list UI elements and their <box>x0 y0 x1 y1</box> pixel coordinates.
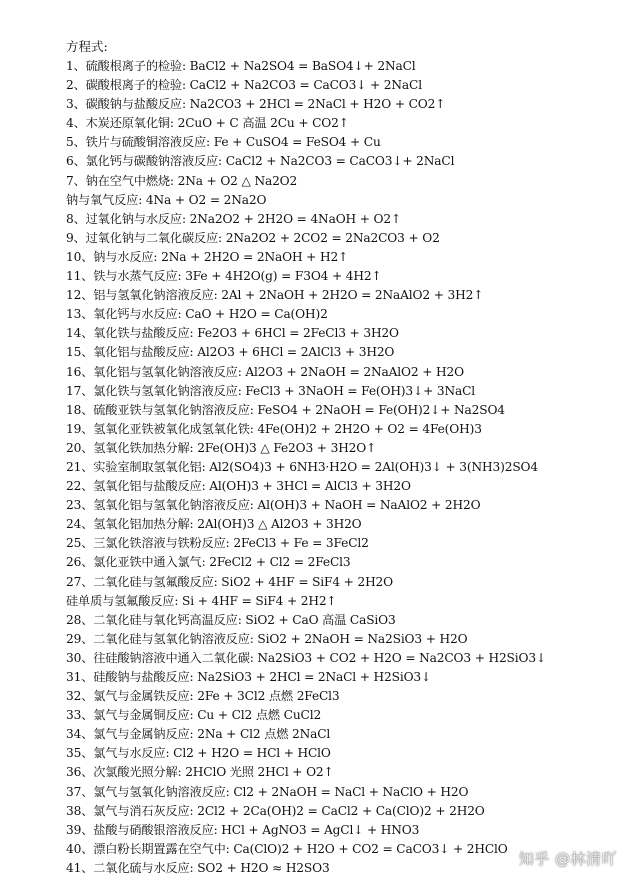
equation-line: 5、铁片与硫酸铜溶液反应: Fe + CuSO4 = FeSO4 + Cu <box>66 135 381 150</box>
equation-line: 13、氧化钙与水反应: CaO + H2O = Ca(OH)2 <box>66 307 328 322</box>
equation-line: 2、碳酸根离子的检验: CaCl2 + Na2CO3 = CaCO3↓ + 2NaCl <box>66 78 422 93</box>
equation-line: 3、碳酸钠与盐酸反应: Na2CO3 + 2HCl = 2NaCl + H2O + CO2↑ <box>66 97 446 112</box>
equation-line: 9、过氧化钠与二氧化碳反应: 2Na2O2 + 2CO2 = 2Na2CO3 + O2 <box>66 230 440 245</box>
equation-line: 8、过氧化钠与水反应: 2Na2O2 + 2H2O = 4NaOH + O2↑ <box>66 211 402 226</box>
equation-line: 38、氯气与消石灰反应: 2Cl2 + 2Ca(OH)2 = CaCl2 + Ca(ClO)2 + 2H2O <box>66 803 485 818</box>
equation-line: 29、二氧化硅与氢氧化钠溶液反应: SiO2 + 2NaOH = Na2SiO3 + H2O <box>66 631 468 646</box>
equation-line: 36、次氯酸光照分解: 2HClO 光照 2HCl + O2↑ <box>66 765 334 780</box>
equation-line: 10、钠与水反应: 2Na + 2H2O = 2NaOH + H2↑ <box>66 249 349 264</box>
equation-line: 14、氧化铁与盐酸反应: Fe2O3 + 6HCl = 2FeCl3 + 3H2O <box>66 326 399 341</box>
document-title: 方程式: <box>66 39 108 54</box>
equation-line: 16、氧化铝与氢氧化钠溶液反应: Al2O3 + 2NaOH = 2NaAlO2 + H2O <box>66 364 464 379</box>
equation-line: 24、氢氧化铝加热分解: 2Al(OH)3 △ Al2O3 + 3H2O <box>66 517 362 532</box>
equation-line: 33、氯气与金属铜反应: Cu + Cl2 点燃 CuCl2 <box>66 708 322 723</box>
equation-line: 6、氯化钙与碳酸钠溶液反应: CaCl2 + Na2CO3 = CaCO3↓+ 2NaCl <box>66 154 455 169</box>
equation-line: 22、氢氧化铝与盐酸反应: Al(OH)3 + 3HCl = AlCl3 + 3H2O <box>66 479 411 494</box>
equation-line: 27、二氧化硅与氢氟酸反应: SiO2 + 4HF = SiF4 + 2H2O <box>66 574 393 589</box>
equation-line: 17、氯化铁与氢氧化钠溶液反应: FeCl3 + 3NaOH = Fe(OH)3↓+ 3NaCl <box>66 383 476 398</box>
equation-list <box>66 57 626 878</box>
equation-line: 28、二氧化硅与氧化钙高温反应: SiO2 + CaO 高温 CaSiO3 <box>66 612 396 627</box>
equation-line: 21、实验室制取氢氧化铝: Al2(SO4)3 + 6NH3·H2O = 2Al(OH)3↓ + 3(NH3)2SO4 <box>66 459 538 474</box>
equation-line: 20、氢氧化铁加热分解: 2Fe(OH)3 △ Fe2O3 + 3H2O↑ <box>66 440 377 455</box>
equation-line: 18、硫酸亚铁与氢氧化钠溶液反应: FeSO4 + 2NaOH = Fe(OH)2↓+ Na2SO4 <box>66 402 505 417</box>
equation-line: 32、氯气与金属铁反应: 2Fe + 3Cl2 点燃 2FeCl3 <box>66 689 340 704</box>
equation-line: 41、二氧化硫与水反应: SO2 + H2O ≈ H2SO3 <box>66 860 330 875</box>
watermark-text: 知乎 @林清吖 <box>518 850 617 868</box>
equation-line: 25、三氯化铁溶液与铁粉反应: 2FeCl3 + Fe = 3FeCl2 <box>66 536 369 551</box>
equation-line: 30、往硅酸钠溶液中通入二氧化碳: Na2SiO3 + CO2 + H2O = Na2CO3 + H2SiO3↓ <box>66 650 547 665</box>
equation-line: 26、氯化亚铁中通入氯气: 2FeCl2 + Cl2 = 2FeCl3 <box>66 555 351 570</box>
equation-line: 19、氢氧化亚铁被氧化成氢氧化铁: 4Fe(OH)2 + 2H2O + O2 = 4Fe(OH)3 <box>66 421 482 436</box>
equation-line: 15、氧化铝与盐酸反应: Al2O3 + 6HCl = 2AlCl3 + 3H2O <box>66 345 395 360</box>
equation-line: 35、氯气与水反应: Cl2 + H2O = HCl + HClO <box>66 746 331 761</box>
equation-line: 钠与氧气反应: 4Na + O2 = 2Na2O <box>66 192 267 207</box>
equation-line: 31、硅酸钠与盐酸反应: Na2SiO3 + 2HCl = 2NaCl + H2SiO3↓ <box>66 670 432 684</box>
equation-line: 硅单质与氢氟酸反应: Si + 4HF = SiF4 + 2H2↑ <box>66 593 337 608</box>
equation-line: 1、硫酸根离子的检验: BaCl2 + Na2SO4 = BaSO4↓+ 2NaCl <box>66 59 416 73</box>
equation-line: 39、盐酸与硝酸银溶液反应: HCl + AgNO3 = AgCl↓ + HNO3 <box>66 822 420 837</box>
equation-line: 4、木炭还原氧化铜: 2CuO + C 高温 2Cu + CO2↑ <box>66 116 349 131</box>
equation-line: 7、钠在空气中燃烧: 2Na + O2 △ Na2O2 <box>66 173 298 188</box>
equation-line: 23、氢氧化铝与氢氧化钠溶液反应: Al(OH)3 + NaOH = NaAlO2 + 2H2O <box>66 498 481 513</box>
equation-line: 40、漂白粉长期置露在空气中: Ca(ClO)2 + H2O + CO2 = CaCO3↓ + 2HClO <box>66 841 508 856</box>
document-page <box>66 38 626 878</box>
equation-line: 12、铝与氢氧化钠溶液反应: 2Al + 2NaOH + 2H2O = 2NaAlO2 + 3H2↑ <box>66 288 484 303</box>
equation-line: 11、铁与水蒸气反应: 3Fe + 4H2O(g) = F3O4 + 4H2↑ <box>66 269 382 284</box>
equation-line: 37、氯气与氢氧化钠溶液反应: Cl2 + 2NaOH = NaCl + NaClO + H2O <box>66 784 469 799</box>
equation-line: 34、氯气与金属钠反应: 2Na + Cl2 点燃 2NaCl <box>66 727 331 742</box>
